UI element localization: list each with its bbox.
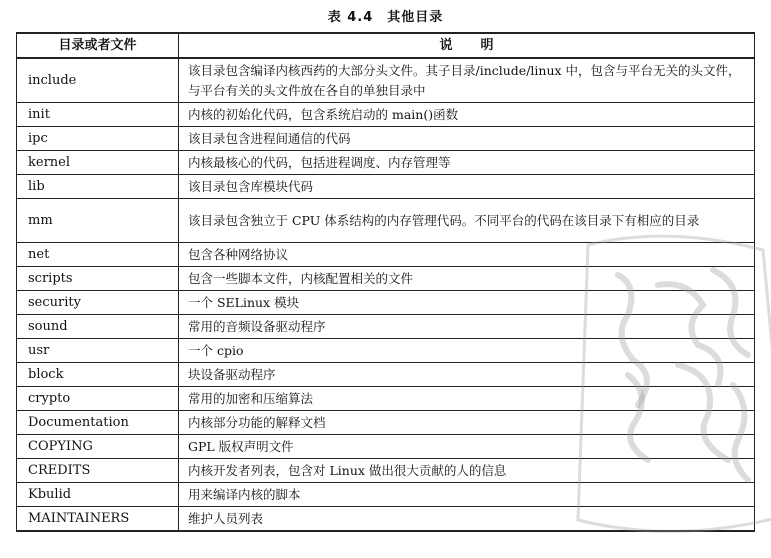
table-row [17, 291, 755, 315]
dir-description: GPL 版权声明文件 [179, 435, 755, 459]
table-row [17, 507, 755, 532]
dir-description: 包含各种网络协议 [179, 243, 755, 267]
dir-name: scripts [17, 267, 179, 291]
dir-name: include [17, 58, 179, 103]
dir-name: ipc [17, 127, 179, 151]
dir-description: 一个 cpio [179, 339, 755, 363]
dir-description: 包含一些脚本文件，内核配置相关的文件 [179, 267, 755, 291]
table-row [17, 339, 755, 363]
dir-name: CREDITS [17, 459, 179, 483]
dir-name: usr [17, 339, 179, 363]
table-row [17, 315, 755, 339]
table-row [17, 103, 755, 127]
dir-name: mm [17, 199, 179, 243]
table-row [17, 435, 755, 459]
dir-description: 该目录包含进程间通信的代码 [179, 127, 755, 151]
dir-description: 内核开发者列表，包含对 Linux 做出很大贡献的人的信息 [179, 459, 755, 483]
table-row [17, 267, 755, 291]
header-row [17, 33, 755, 58]
dir-description: 常用的加密和压缩算法 [179, 387, 755, 411]
dir-description: 内核最核心的代码，包括进程调度、内存管理等 [179, 151, 755, 175]
table-row [17, 387, 755, 411]
table-row [17, 58, 755, 103]
table-row [17, 363, 755, 387]
dir-name: crypto [17, 387, 179, 411]
dir-name: security [17, 291, 179, 315]
dir-name: net [17, 243, 179, 267]
table-row [17, 243, 755, 267]
table-row [17, 459, 755, 483]
header-name: 目录或者文件 [17, 33, 179, 58]
header-description: 说明 [179, 33, 755, 58]
dir-description: 一个 SELinux 模块 [179, 291, 755, 315]
dir-name: Kbulid [17, 483, 179, 507]
dir-name: lib [17, 175, 179, 199]
table-title: 其他目录 [387, 10, 444, 25]
dir-description: 用来编译内核的脚本 [179, 483, 755, 507]
table-row [17, 411, 755, 435]
table-number: 表 4.4 [327, 10, 374, 25]
dir-name: block [17, 363, 179, 387]
dir-name: COPYING [17, 435, 179, 459]
directory-table [16, 32, 755, 532]
dir-name: sound [17, 315, 179, 339]
dir-description: 该目录包含库模块代码 [179, 175, 755, 199]
dir-description: 块设备驱动程序 [179, 363, 755, 387]
dir-description: 内核部分功能的解释文档 [179, 411, 755, 435]
table-row [17, 483, 755, 507]
table-row [17, 127, 755, 151]
dir-description: 常用的音频设备驱动程序 [179, 315, 755, 339]
dir-name: MAINTAINERS [17, 507, 179, 532]
table-row [17, 199, 755, 243]
dir-name: kernel [17, 151, 179, 175]
table-caption [0, 6, 771, 25]
table-row [17, 175, 755, 199]
dir-name: Documentation [17, 411, 179, 435]
dir-name: init [17, 103, 179, 127]
dir-description: 维护人员列表 [179, 507, 755, 532]
dir-description: 内核的初始化代码，包含系统启动的 main()函数 [179, 103, 755, 127]
table-row [17, 151, 755, 175]
dir-description: 该目录包含独立于 CPU 体系结构的内存管理代码。不同平台的代码在该目录下有相应的目录 [179, 199, 755, 243]
dir-description: 该目录包含编译内核西药的大部分头文件。其子目录/include/linux 中，包含与平台无关的头文件，与平台有关的头文件放在各自的单独目录中 [179, 58, 755, 103]
